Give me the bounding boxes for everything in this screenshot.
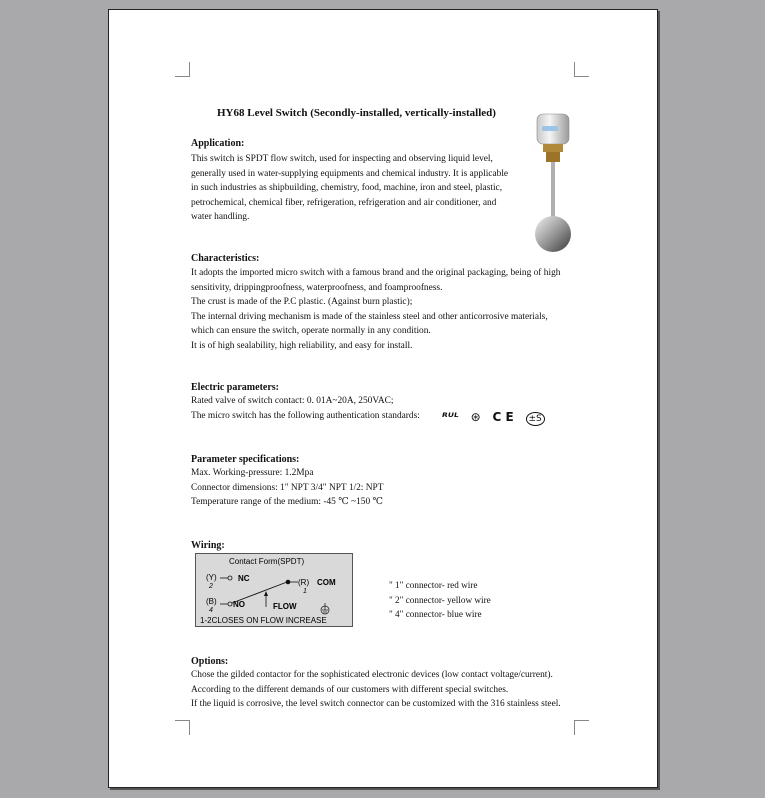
wire-legend <box>389 578 491 622</box>
document-page <box>108 9 658 788</box>
characteristics-line: It is of high sealability, high reliability, and easy for install. <box>191 340 413 351</box>
param-line: Temperature range of the medium: -45 ℃ ~150 ℃ <box>191 497 383 507</box>
electric-parameters-heading: Electric parameters: <box>191 382 280 393</box>
wiring-heading: Wiring: <box>191 540 225 551</box>
options-line: Chose the gilded contactor for the sophisticated electronic devices (low contact voltage/current). <box>191 670 553 680</box>
diagram-y-number: 2 <box>209 583 213 590</box>
characteristics-line: sensitivity, drippingproofness, waterproofness, and foamproofness. <box>191 282 443 293</box>
param-line: Max. Working-pressure: 1.2Mpa <box>191 468 314 478</box>
characteristics-line: The internal driving mechanism is made of the stainless steel and other anticorrosive materials, <box>191 311 548 322</box>
parameter-specifications-text <box>191 466 383 510</box>
options-line: According to the different demands of our customers with different special switches. <box>191 684 509 695</box>
characteristics-text <box>191 266 575 353</box>
diagram-y-label: (Y) <box>206 573 217 582</box>
characteristics-line: It adopts the imported micro switch with a famous brand and the original packaging, being of high <box>191 268 561 278</box>
wiring-diagram <box>195 553 353 627</box>
application-line: in such industries as shipbuilding, chemistry, food, machine, iron and steel, plastic, <box>191 183 503 193</box>
diagram-r-number: 1 <box>303 588 307 595</box>
application-line: This switch is SPDT flow switch, used for inspecting and observing liquid level, <box>191 154 493 164</box>
wire-yellow: " 2" connector- yellow wire <box>389 594 491 605</box>
diagram-b-label: (B) <box>206 597 217 606</box>
s-mark-icon: ±S <box>526 412 545 426</box>
wire-blue: " 4" connector- blue wire <box>389 609 482 619</box>
crop-mark-bottom-right <box>574 720 589 735</box>
crop-mark-top-left <box>175 62 190 77</box>
diagram-nc: NC <box>238 574 250 583</box>
wire-red: " 1" connector- red wire <box>389 580 478 590</box>
crop-mark-bottom-left <box>175 720 190 735</box>
level-switch-product-image <box>529 108 577 258</box>
options-heading: Options: <box>191 656 229 667</box>
electric-line: Rated valve of switch contact: 0. 01A~20A, 250VAC; <box>191 396 394 406</box>
com-terminal <box>286 580 291 585</box>
electric-line: The micro switch has the following authentication standards: <box>191 410 420 421</box>
ul-mark-icon: ᴿᵁᴸ <box>442 410 459 424</box>
certification-marks <box>442 410 553 426</box>
characteristics-heading: Characteristics: <box>191 253 260 264</box>
electric-parameters-text <box>191 394 420 423</box>
diagram-b-number: 4 <box>209 607 213 614</box>
ccc-mark-icon: ⊛ <box>470 410 481 424</box>
crop-mark-top-right <box>574 62 589 77</box>
diagram-title: Contact Form(SPDT) <box>229 557 305 566</box>
diagram-footer: 1-2CLOSES ON FLOW INCREASE <box>200 616 327 625</box>
application-line: generally used in water-supplying equipments and chemical industry. It is applicable <box>191 168 509 179</box>
parameter-specifications-heading: Parameter specifications: <box>191 454 300 465</box>
application-heading: Application: <box>191 138 245 149</box>
characteristics-line: The crust is made of the P.C plastic. (Against burn plastic); <box>191 297 413 307</box>
ce-mark-icon: C E <box>492 410 514 424</box>
diagram-r-label: (R) <box>298 578 310 587</box>
diagram-flow: FLOW <box>273 602 297 611</box>
application-line: petrochemical, chemical fiber, refrigeration, refrigeration and air conditioner, and <box>191 197 497 208</box>
diagram-no: NO <box>233 600 245 609</box>
options-text <box>191 668 561 712</box>
diagram-com: COM <box>317 578 336 587</box>
application-text <box>191 152 524 225</box>
options-line: If the liquid is corrosive, the level switch connector can be customized with the 316 stainless steel. <box>191 699 561 709</box>
characteristics-line: which can ensure the switch, operate normally in any condition. <box>191 326 431 336</box>
application-line: water handling. <box>191 212 250 222</box>
document-title: HY68 Level Switch (Secondly-installed, vertically-installed) <box>217 107 496 119</box>
param-line: Connector dimensions: 1" NPT 3/4" NPT 1/2: NPT <box>191 482 384 493</box>
